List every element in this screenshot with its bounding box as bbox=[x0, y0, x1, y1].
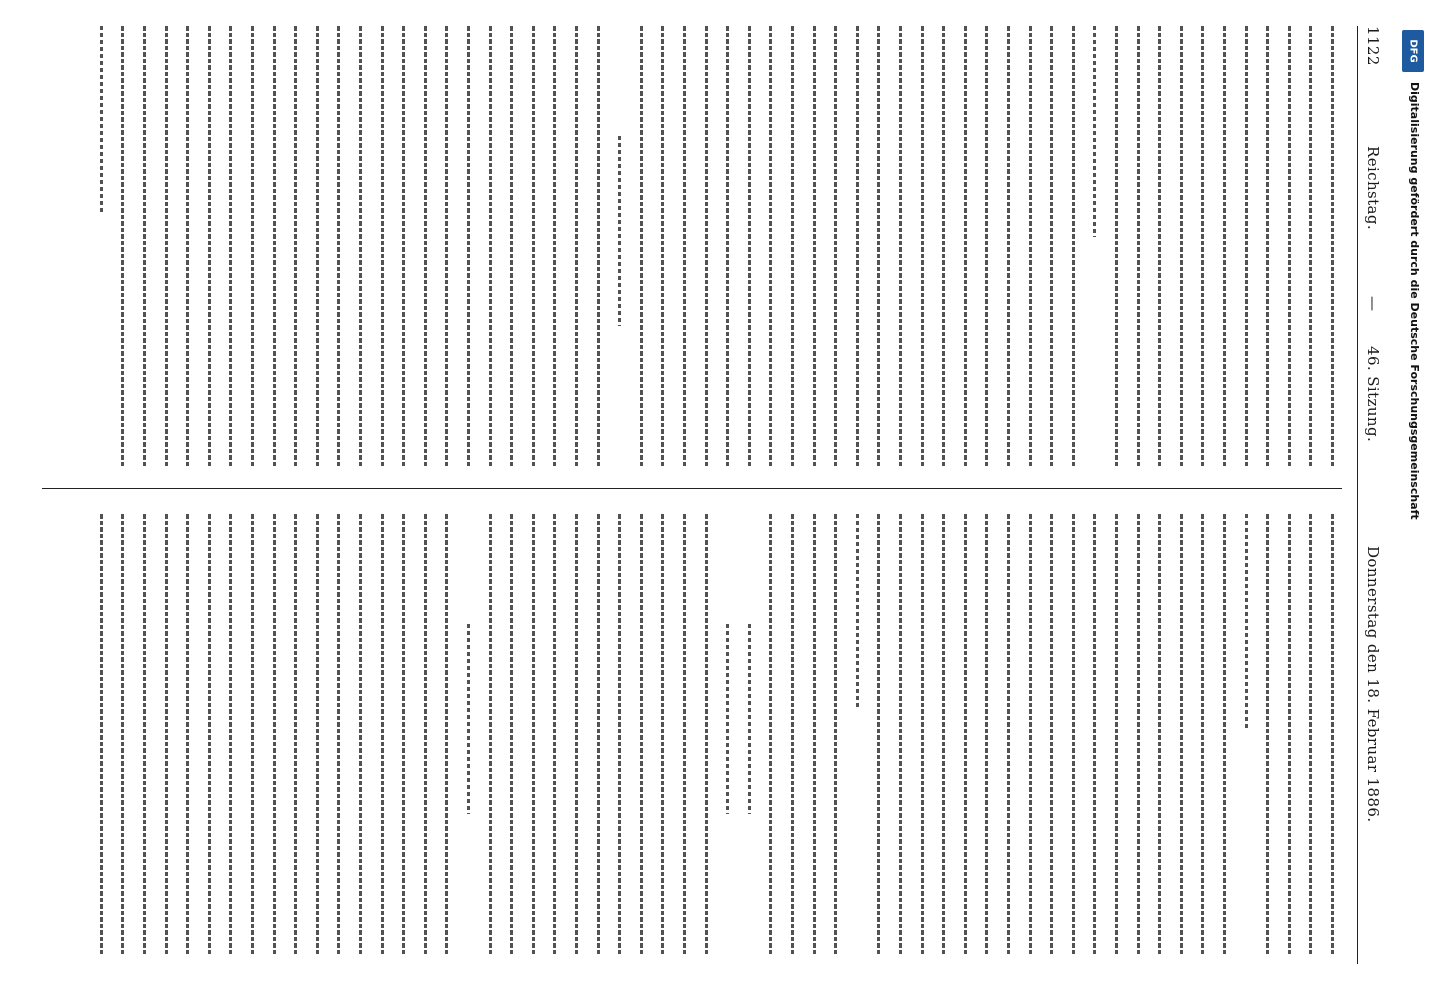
text-line-placeholder bbox=[1245, 514, 1248, 729]
text-line-placeholder bbox=[575, 26, 578, 466]
text-line-placeholder bbox=[683, 514, 686, 954]
text-line-placeholder bbox=[1137, 26, 1140, 466]
page-number: 1122 bbox=[1364, 26, 1382, 66]
text-line-placeholder bbox=[856, 26, 859, 466]
text-line-placeholder bbox=[942, 514, 945, 954]
text-line-placeholder bbox=[985, 26, 988, 466]
text-line-placeholder bbox=[424, 26, 427, 466]
text-line-placeholder bbox=[1137, 514, 1140, 954]
text-line-placeholder bbox=[1072, 514, 1075, 954]
text-line-placeholder bbox=[618, 514, 621, 954]
text-line-placeholder bbox=[640, 26, 643, 466]
text-line-placeholder bbox=[402, 514, 405, 954]
text-line-placeholder bbox=[251, 514, 254, 954]
text-line-placeholder bbox=[294, 514, 297, 954]
text-line-placeholder bbox=[1288, 514, 1291, 954]
text-line-placeholder bbox=[1288, 26, 1291, 466]
text-line-placeholder bbox=[834, 26, 837, 466]
document-page bbox=[12, 10, 1432, 980]
text-line-placeholder bbox=[337, 26, 340, 466]
text-line-placeholder bbox=[1050, 26, 1053, 466]
text-line-placeholder bbox=[791, 26, 794, 466]
text-line-placeholder bbox=[121, 26, 124, 466]
text-line-placeholder bbox=[359, 26, 362, 466]
text-line-placeholder bbox=[532, 514, 535, 954]
text-line-placeholder bbox=[1201, 514, 1204, 954]
text-line-placeholder bbox=[273, 26, 276, 466]
text-line-placeholder bbox=[402, 26, 405, 466]
text-line-placeholder bbox=[1115, 514, 1118, 954]
text-line-placeholder bbox=[856, 514, 859, 708]
text-line-placeholder bbox=[186, 26, 189, 466]
text-line-placeholder bbox=[532, 26, 535, 466]
text-line-placeholder bbox=[1266, 26, 1269, 466]
text-column-left bbox=[42, 26, 1342, 466]
text-line-placeholder bbox=[424, 514, 427, 954]
text-line-placeholder bbox=[1331, 514, 1334, 954]
text-line-placeholder bbox=[445, 26, 448, 466]
text-line-placeholder bbox=[899, 26, 902, 466]
text-line-placeholder bbox=[186, 514, 189, 954]
text-line-placeholder bbox=[1007, 26, 1010, 466]
text-line-placeholder bbox=[899, 514, 902, 954]
text-line-placeholder bbox=[553, 514, 556, 954]
text-line-placeholder bbox=[877, 514, 880, 954]
text-line-placeholder bbox=[640, 514, 643, 954]
text-line-placeholder bbox=[575, 514, 578, 954]
text-line-placeholder bbox=[1223, 26, 1226, 466]
header-title: Reichstag. bbox=[1364, 146, 1382, 231]
text-line-placeholder bbox=[705, 514, 708, 954]
text-line-placeholder bbox=[1309, 514, 1312, 954]
text-line-placeholder bbox=[467, 26, 470, 466]
text-line-placeholder bbox=[100, 514, 103, 954]
text-line-placeholder bbox=[618, 136, 621, 326]
text-line-placeholder bbox=[1115, 26, 1118, 466]
text-line-placeholder bbox=[1180, 514, 1183, 954]
text-line-placeholder bbox=[964, 26, 967, 466]
text-line-placeholder bbox=[1093, 514, 1096, 954]
text-line-placeholder bbox=[381, 26, 384, 466]
text-line-placeholder bbox=[813, 26, 816, 466]
text-line-placeholder bbox=[165, 514, 168, 954]
text-line-placeholder bbox=[143, 514, 146, 954]
text-line-placeholder bbox=[510, 514, 513, 954]
column-divider bbox=[42, 488, 1342, 489]
text-line-placeholder bbox=[964, 514, 967, 954]
text-line-placeholder bbox=[597, 26, 600, 466]
text-line-placeholder bbox=[942, 26, 945, 466]
text-line-placeholder bbox=[1201, 26, 1204, 466]
text-line-placeholder bbox=[1158, 514, 1161, 954]
text-line-placeholder bbox=[251, 26, 254, 466]
text-line-placeholder bbox=[921, 514, 924, 954]
text-line-placeholder bbox=[316, 514, 319, 954]
text-line-placeholder bbox=[337, 514, 340, 954]
text-line-placeholder bbox=[294, 26, 297, 466]
text-line-placeholder bbox=[726, 26, 729, 466]
text-line-placeholder bbox=[661, 26, 664, 466]
text-line-placeholder bbox=[165, 26, 168, 466]
header-date: Donnerstag den 18. Februar 1886. bbox=[1364, 546, 1382, 823]
text-line-placeholder bbox=[1029, 26, 1032, 466]
text-line-placeholder bbox=[121, 514, 124, 954]
header-separator: — bbox=[1364, 296, 1382, 312]
text-line-placeholder bbox=[208, 26, 211, 466]
dfg-stamp bbox=[1400, 30, 1426, 970]
text-line-placeholder bbox=[834, 514, 837, 954]
text-line-placeholder bbox=[748, 26, 751, 466]
text-line-placeholder bbox=[316, 26, 319, 466]
text-line-placeholder bbox=[1050, 514, 1053, 954]
text-line-placeholder bbox=[1093, 26, 1096, 237]
text-line-placeholder bbox=[726, 624, 729, 814]
text-line-placeholder bbox=[748, 624, 751, 814]
text-line-placeholder bbox=[769, 26, 772, 466]
text-line-placeholder bbox=[143, 26, 146, 466]
text-line-placeholder bbox=[1223, 514, 1226, 954]
text-line-placeholder bbox=[1158, 26, 1161, 466]
text-line-placeholder bbox=[813, 514, 816, 954]
text-line-placeholder bbox=[1072, 26, 1075, 466]
text-line-placeholder bbox=[208, 514, 211, 954]
text-line-placeholder bbox=[1331, 26, 1334, 466]
text-line-placeholder bbox=[661, 514, 664, 954]
text-line-placeholder bbox=[229, 26, 232, 466]
text-line-placeholder bbox=[791, 514, 794, 954]
text-line-placeholder bbox=[705, 26, 708, 466]
text-line-placeholder bbox=[1180, 26, 1183, 466]
dfg-logo: DFG bbox=[1402, 30, 1424, 72]
running-header bbox=[1357, 26, 1384, 964]
text-line-placeholder bbox=[921, 26, 924, 466]
digitization-notice: Digitalisierung gefördert durch die Deutsche Forschungsgemeinschaft bbox=[1408, 82, 1421, 520]
text-line-placeholder bbox=[100, 26, 103, 215]
text-column-right bbox=[42, 514, 1342, 954]
text-line-placeholder bbox=[381, 514, 384, 954]
text-line-placeholder bbox=[489, 26, 492, 466]
text-line-placeholder bbox=[769, 514, 772, 954]
text-line-placeholder bbox=[683, 26, 686, 466]
text-line-placeholder bbox=[273, 514, 276, 954]
text-line-placeholder bbox=[553, 26, 556, 466]
text-line-placeholder bbox=[445, 514, 448, 954]
text-line-placeholder bbox=[229, 514, 232, 954]
text-line-placeholder bbox=[1266, 514, 1269, 954]
text-line-placeholder bbox=[1245, 26, 1248, 466]
text-line-placeholder bbox=[489, 514, 492, 954]
text-line-placeholder bbox=[877, 26, 880, 466]
text-line-placeholder bbox=[985, 514, 988, 954]
header-session: 46. Sitzung. bbox=[1364, 346, 1382, 443]
text-line-placeholder bbox=[1007, 514, 1010, 954]
text-line-placeholder bbox=[1029, 514, 1032, 954]
text-line-placeholder bbox=[1309, 26, 1312, 466]
text-line-placeholder bbox=[359, 514, 362, 954]
text-line-placeholder bbox=[510, 26, 513, 466]
rotated-page-content bbox=[12, 10, 1402, 980]
text-line-placeholder bbox=[597, 514, 600, 954]
text-line-placeholder bbox=[467, 624, 470, 814]
